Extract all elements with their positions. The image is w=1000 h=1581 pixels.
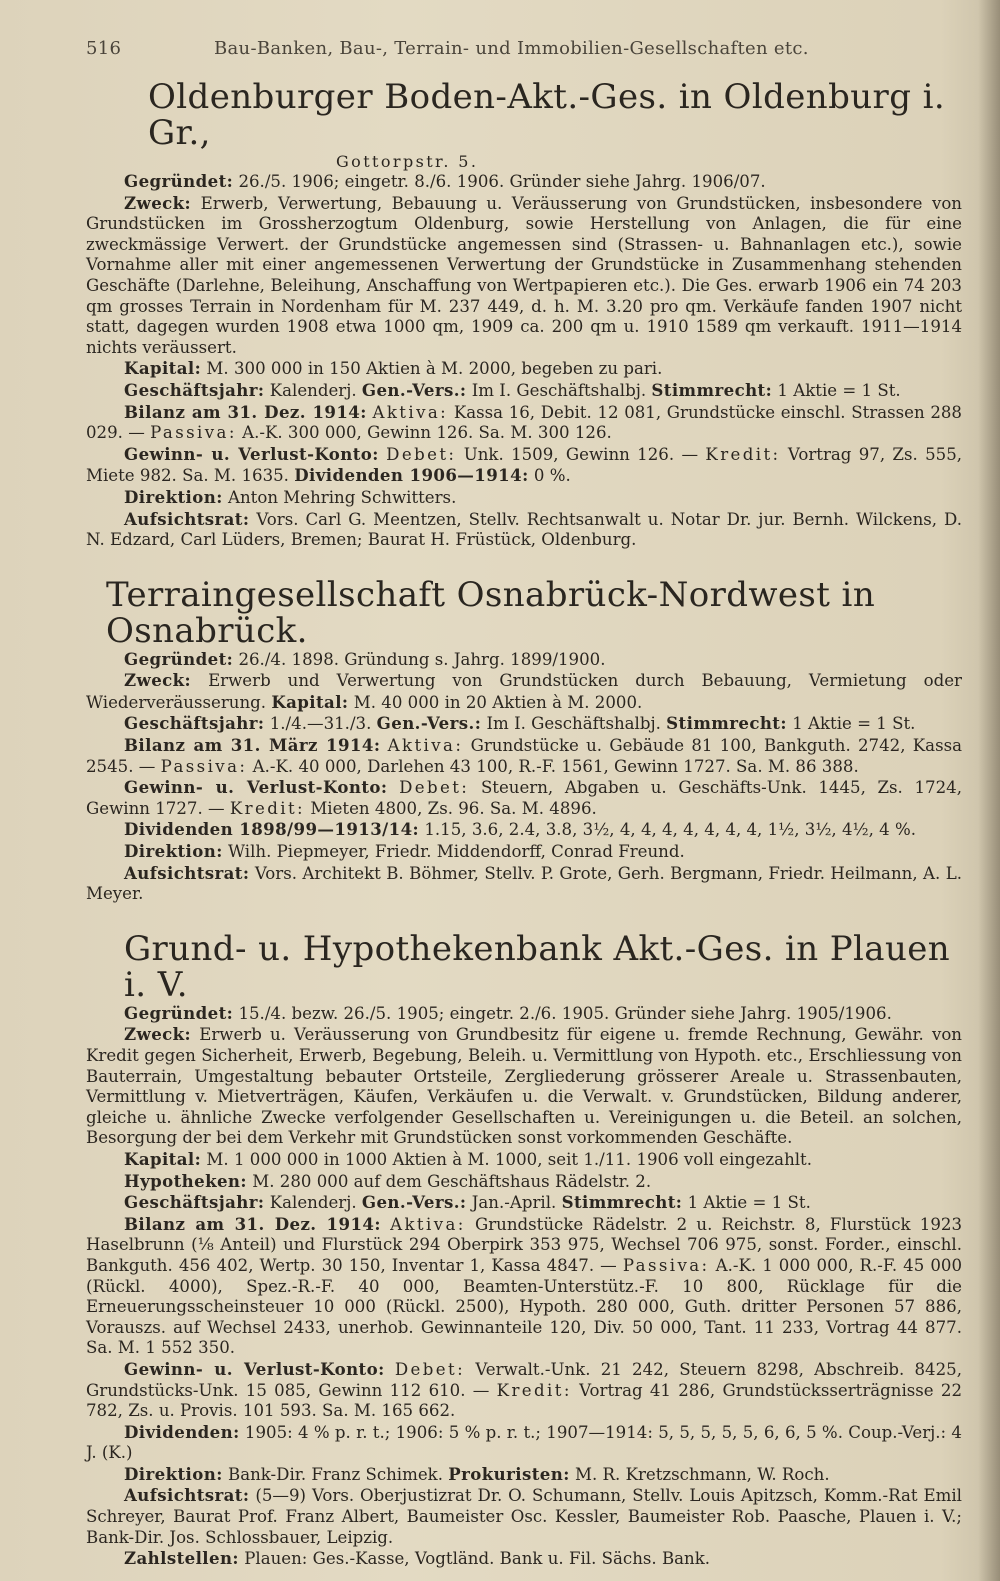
profit-loss-paragraph bbox=[86, 444, 962, 487]
debit-label: Debet: bbox=[386, 444, 457, 464]
founded-line bbox=[86, 649, 962, 671]
board-text: Anton Mehring Schwitters. bbox=[228, 487, 457, 507]
paying-agents-label: Zahlstellen: bbox=[124, 1548, 239, 1569]
balance-paragraph bbox=[86, 402, 962, 444]
supervisory-board-paragraph bbox=[86, 1485, 962, 1548]
debit-text: Verwalt.-Unk. 21 242, Steuern 8298, Abschreib. 8425, Grundstücks-Unk. 15 085, Gewinn 112 610. — bbox=[86, 1359, 962, 1400]
voting-right-label: Stimmrecht: bbox=[666, 713, 787, 734]
general-meeting-label: Gen.-Vers.: bbox=[361, 1192, 467, 1213]
supervisory-board-paragraph bbox=[86, 509, 962, 551]
liabilities-label: Passiva: bbox=[160, 756, 248, 776]
supervisory-board-label: Aufsichtsrat: bbox=[124, 862, 250, 883]
founded-label: Gegründet: bbox=[124, 171, 234, 191]
debit-label: Debet: bbox=[394, 1359, 466, 1379]
profit-loss-paragraph bbox=[86, 1359, 962, 1422]
purpose-text: Erwerb u. Veräusserung von Grundbesitz für eigene u. fremde Rechnung, Gewähr. von Kredit gegen Sicherheit, Erwerb, Begebung, Beleih. u. Vermittlung von Hypoth. etc., Erschliessung von Bauterrain, Umgestaltung bebauter Ortsteile, Zergliederung grösserer Areale u. Strassenbauten, Vermittlung v. Mietverträgen, Käufen, Verkäufen u. die Verwalt. v. Grundstücken, Bildung anderer, gleiche u. ähnliche Zwecke verfolgender Gesellschaften u. Vereinigungen u. die Beteil. an solchen, Besorgung der bei dem Verkehr mit Grundstücken sonst vorkommenden Geschäfte. bbox=[86, 1025, 962, 1148]
founded-line bbox=[86, 171, 962, 193]
general-meeting-label: Gen.-Vers.: bbox=[376, 713, 482, 734]
capital-text: M. 300 000 in 150 Aktien à M. 2000, begeben zu pari. bbox=[206, 359, 663, 379]
voting-right-label: Stimmrecht: bbox=[651, 379, 773, 400]
purpose-label: Zweck: bbox=[124, 670, 192, 691]
supervisory-board-paragraph bbox=[86, 863, 962, 905]
company-title: Grund- u. Hypothekenbank Akt.-Ges. in Plauen i. V. bbox=[124, 928, 951, 1005]
purpose-text: Erwerb, Verwertung, Bebauung u. Veräusserung von Grundstücken, insbesondere von Grundstücken im Grossherzogtum Oldenburg, sowie Herstellung von Anlagen, die für eine zweckmässige Verwert. der Grundstücke angemessen sind (Strassen- u. Bahnanlagen etc.), sowie Vornahme aller mit einer angemessenen Verwertung der Grundstücke in Zusammenhang stehenden Geschäfte (Darlehne, Beleihung, Anschaffung von Wertpapieren etc.). Die Ges. erwarb 1906 ein 74 203 qm grosses Terrain in Nordenham für M. 237 449, d. h. M. 3.20 pro qm. Verkäufe fanden 1907 nicht statt, dagegen wurden 1908 etwa 1000 qm, 1909 ca. 200 qm u. 1910 1589 qm verkauft. 1911—1914 nichts veräussert. bbox=[86, 193, 962, 357]
assets-label: Aktiva: bbox=[387, 736, 464, 756]
assets-label: Aktiva: bbox=[372, 402, 449, 422]
mortgages-line bbox=[86, 1171, 962, 1193]
dividends-text: 0 %. bbox=[533, 466, 571, 486]
board-label: Direktion: bbox=[124, 841, 223, 862]
dividends-line bbox=[86, 819, 962, 841]
dividends-text: 1905: 4 % p. r. t.; 1906: 5 % p. r. t.; 1907—1914: 5, 5, 5, 5, 5, 6, 6, 5 %. Coup.-Verj.: 4 J. (K.) bbox=[86, 1422, 962, 1463]
board-label: Direktion: bbox=[124, 486, 223, 507]
board-label: Direktion: bbox=[124, 1463, 223, 1484]
running-head bbox=[86, 38, 962, 59]
balance-paragraph bbox=[86, 1214, 962, 1359]
balance-label: Bilanz am 31. Dez. 1914: bbox=[124, 1213, 381, 1234]
fiscal-year-text: Kalenderj. bbox=[269, 1193, 357, 1213]
supervisory-board-text: Vors. Architekt B. Böhmer, Stellv. P. Grote, Gerh. Bergmann, Friedr. Heilmann, A. L. Meyer. bbox=[86, 863, 962, 904]
board-text: Wilh. Piepmeyer, Friedr. Middendorff, Conrad Freund. bbox=[228, 842, 685, 862]
fiscal-year-label: Geschäftsjahr: bbox=[124, 713, 265, 734]
assets-label: Aktiva: bbox=[390, 1214, 466, 1234]
authorized-officers-text: M. R. Kretzschmann, W. Roch. bbox=[575, 1464, 830, 1484]
fiscal-year-text: Kalenderj. bbox=[269, 380, 357, 400]
general-meeting-label: Gen.-Vers.: bbox=[361, 379, 467, 400]
page-number: 516 bbox=[86, 38, 122, 59]
general-meeting-text: Jan.-April. bbox=[471, 1193, 557, 1213]
company-entry-oldenburger bbox=[86, 79, 962, 551]
assets-text: Grundstücke u. Gebäude 81 100, Bankguth. 2742, Kassa 2545. — bbox=[86, 736, 962, 776]
company-entry-plauen bbox=[86, 928, 963, 1570]
purpose-paragraph bbox=[86, 193, 962, 359]
company-entry-osnabrueck bbox=[86, 574, 962, 905]
credit-label: Kredit: bbox=[229, 798, 306, 818]
assets-text: Kassa 16, Debit. 12 081, Grundstücke einschl. Strassen 288 029. — bbox=[86, 402, 962, 443]
voting-right-label: Stimmrecht: bbox=[561, 1192, 683, 1213]
debit-text: Unk. 1509, Gewinn 126. — bbox=[463, 444, 699, 464]
liabilities-text: A.-K. 300 000, Gewinn 126. Sa. M. 300 126. bbox=[242, 423, 612, 443]
voting-right-text: 1 Aktie = 1 St. bbox=[687, 1193, 811, 1213]
purpose-label: Zweck: bbox=[124, 1024, 192, 1045]
profit-loss-label: Gewinn- u. Verlust-Konto: bbox=[124, 1358, 385, 1379]
board-line bbox=[86, 1464, 962, 1486]
founded-line bbox=[86, 1003, 962, 1025]
founded-label: Gegründet: bbox=[124, 1002, 234, 1023]
fiscal-line bbox=[86, 1192, 962, 1214]
mortgages-label: Hypotheken: bbox=[124, 1170, 247, 1191]
profit-loss-label: Gewinn- u. Verlust-Konto: bbox=[124, 443, 379, 464]
dividends-paragraph bbox=[86, 1422, 962, 1464]
balance-label: Bilanz am 31. Dez. 1914: bbox=[124, 401, 367, 422]
liabilities-label: Passiva: bbox=[622, 1255, 710, 1275]
capital-line bbox=[86, 1149, 962, 1171]
fiscal-line bbox=[86, 713, 962, 735]
fiscal-line bbox=[86, 380, 962, 402]
voting-right-text: 1 Aktie = 1 St. bbox=[792, 714, 916, 734]
fiscal-year-label: Geschäftsjahr: bbox=[124, 379, 265, 400]
supervisory-board-text: Vors. Carl G. Meentzen, Stellv. Rechtsanwalt u. Notar Dr. jur. Bernh. Wilckens, D. N. Edzard, Carl Lüders, Bremen; Baurat H. Früstück, Oldenburg. bbox=[86, 509, 962, 550]
assets-text: Grundstücke Rädelstr. 2 u. Reichstr. 8, Flurstück 1923 Haselbrunn (⅛ Anteil) und Flurstück 294 Oberpirk 353 975, Wechsel 706 975, sonst. Forder., einschl. Bankguth. 456 402, Wertp. 30 150, Inventar 1, Kassa 4847. — bbox=[86, 1214, 963, 1275]
dividends-label: Dividenden 1898/99—1913/14: bbox=[124, 819, 420, 840]
capital-label: Kapital: bbox=[124, 1148, 202, 1169]
purpose-label: Zweck: bbox=[124, 192, 192, 213]
capital-text: M. 1 000 000 in 1000 Aktien à M. 1000, seit 1./11. 1906 voll eingezahlt. bbox=[206, 1149, 813, 1169]
credit-text: Vortrag 97, Zs. 555, Miete 982. Sa. M. 1635. bbox=[86, 444, 963, 486]
capital-label: Kapital: bbox=[271, 691, 349, 712]
paying-agents-text: Plauen: Ges.-Kasse, Vogtländ. Bank u. Fil. Sächs. Bank. bbox=[244, 1549, 711, 1569]
founded-text: 26./5. 1906; eingetr. 8./6. 1906. Gründer siehe Jahrg. 1906/07. bbox=[238, 172, 766, 191]
company-address: Gottorpstr. 5. bbox=[336, 152, 479, 171]
founded-label: Gegründet: bbox=[124, 648, 234, 669]
capital-label: Kapital: bbox=[124, 358, 202, 379]
debit-text: Steuern, Abgaben u. Geschäfts-Unk. 1445, Zs. 1724, Gewinn 1727. — bbox=[86, 778, 962, 818]
profit-loss-paragraph bbox=[86, 777, 962, 819]
capital-line bbox=[86, 358, 962, 380]
profit-loss-label: Gewinn- u. Verlust-Konto: bbox=[124, 777, 388, 798]
company-title: Terraingesellschaft Osnabrück-Nordwest in Osnabrück. bbox=[106, 574, 876, 651]
board-line bbox=[86, 841, 962, 863]
voting-right-text: 1 Aktie = 1 St. bbox=[777, 380, 901, 400]
credit-label: Kredit: bbox=[496, 1380, 572, 1400]
supervisory-board-label: Aufsichtsrat: bbox=[124, 1485, 250, 1506]
company-title: Oldenburger Boden-Akt.-Ges. in Oldenburg i. Gr., bbox=[148, 77, 946, 153]
fiscal-year-text: 1./4.—31./3. bbox=[269, 714, 372, 734]
liabilities-text: A.-K. 40 000, Darlehen 43 100, R.-F. 1561, Gewinn 1727. Sa. M. 86 388. bbox=[252, 756, 859, 776]
authorized-officers-label: Prokuristen: bbox=[448, 1463, 570, 1484]
mortgages-text: M. 280 000 auf dem Geschäftshaus Rädelstr. 2. bbox=[252, 1171, 652, 1191]
founded-text: 26./4. 1898. Gründung s. Jahrg. 1899/1900. bbox=[238, 649, 606, 669]
dividends-label: Dividenden 1906—1914: bbox=[294, 465, 529, 486]
page-edge-shadow bbox=[978, 0, 1000, 1581]
board-line bbox=[86, 487, 962, 509]
dividends-label: Dividenden: bbox=[124, 1421, 240, 1442]
debit-label: Debet: bbox=[399, 778, 470, 798]
paying-agents-line bbox=[86, 1548, 962, 1570]
fiscal-year-label: Geschäftsjahr: bbox=[124, 1192, 265, 1213]
credit-label: Kredit: bbox=[705, 444, 781, 464]
general-meeting-text: Im I. Geschäftshalbj. bbox=[471, 380, 647, 400]
dividends-text: 1.15, 3.6, 2.4, 3.8, 3½, 4, 4, 4, 4, 4, 4, 4, 1½, 3½, 4½, 4 %. bbox=[424, 820, 917, 840]
balance-label: Bilanz am 31. März 1914: bbox=[124, 735, 381, 756]
capital-text: M. 40 000 in 20 Aktien à M. 2000. bbox=[353, 692, 643, 712]
purpose-paragraph bbox=[86, 1024, 962, 1149]
credit-text: Mieten 4800, Zs. 96. Sa. M. 4896. bbox=[310, 798, 597, 818]
liabilities-text: A.-K. 1 000 000, R.-F. 45 000 (Rückl. 4000), Spez.-R.-F. 40 000, Beamten-Unterstütz.-F. 10 800, Rücklage für die Erneuerungsscheinsteuer 10 000 (Rückl. 2500), Hypoth. 280 000, Guth. dritter Personen 57 886, Vorauszs. auf Wechsel 2433, unerhob. Gewinnanteile 120, Div. 50 000, Tant. 11 233, Vortrag 44 877. Sa. M. 1 552 350. bbox=[86, 1255, 963, 1358]
credit-text: Vortrag 41 286, Grundstücksserträgnisse 22 782, Zs. u. Provis. 101 593. Sa. M. 165 662. bbox=[86, 1380, 962, 1421]
purpose-text: Erwerb und Verwertung von Grundstücken durch Bebauung, Vermietung oder Wiederveräusserung. bbox=[86, 671, 962, 712]
liabilities-label: Passiva: bbox=[150, 423, 237, 443]
supervisory-board-label: Aufsichtsrat: bbox=[124, 508, 250, 529]
supervisory-board-text: (5—9) Vors. Oberjustizrat Dr. O. Schumann, Stellv. Louis Apitzsch, Komm.-Rat Emil Schreyer, Baurat Prof. Franz Albert, Baumeister Osc. Kessler, Baumeister Rob. Paasche, Plauen i. V.; Bank-Dir. Jos. Schlossbauer, Leipzig. bbox=[86, 1486, 962, 1547]
general-meeting-text: Im I. Geschäftshalbj. bbox=[486, 714, 661, 734]
purpose-paragraph bbox=[86, 670, 962, 713]
board-text: Bank-Dir. Franz Schimek. bbox=[228, 1464, 443, 1484]
founded-text: 15./4. bezw. 26./5. 1905; eingetr. 2./6. 1905. Gründer siehe Jahrg. 1905/1906. bbox=[238, 1003, 892, 1023]
running-head-title: Bau-Banken, Bau-, Terrain- und Immobilien-Gesellschaften etc. bbox=[214, 38, 809, 59]
balance-paragraph bbox=[86, 735, 962, 777]
